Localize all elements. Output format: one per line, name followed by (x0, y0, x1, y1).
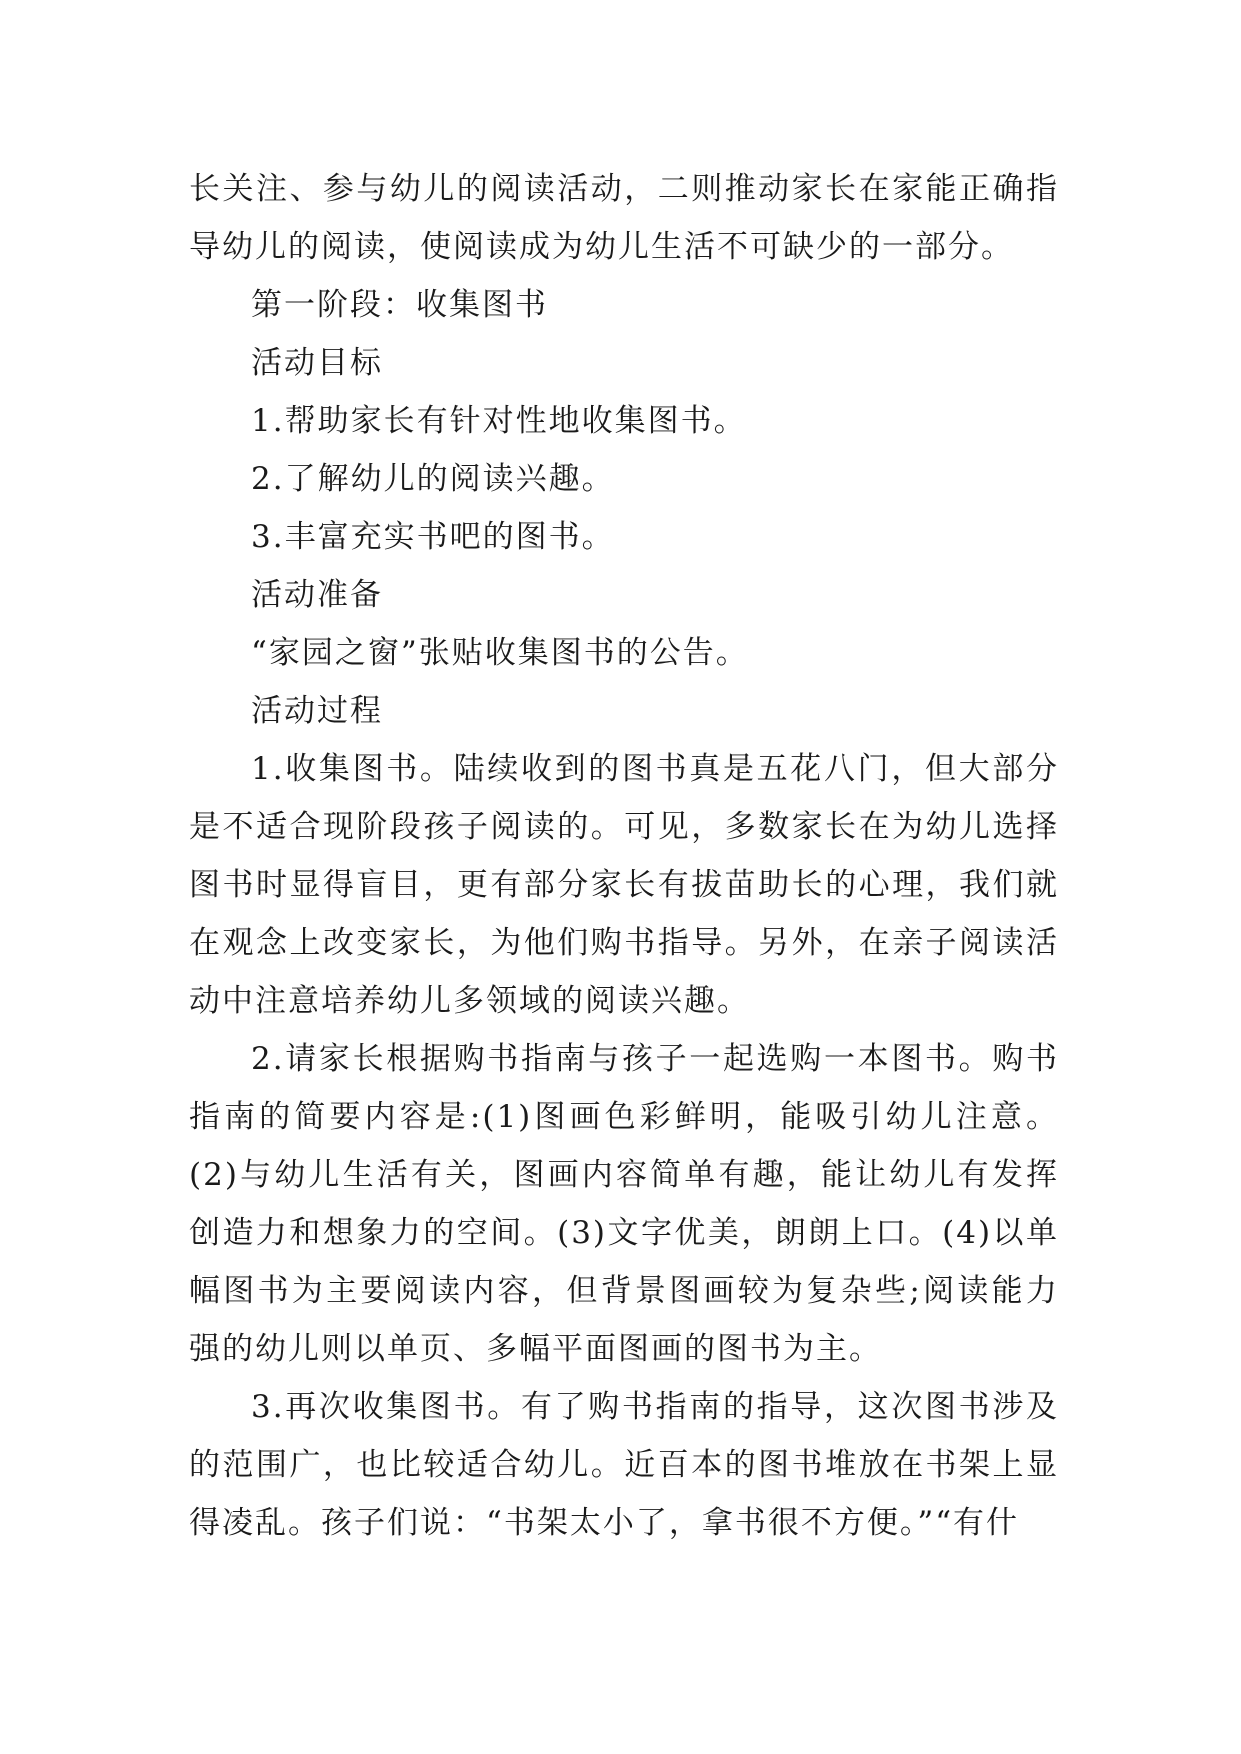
process-item-3: 3.再次收集图书。有了购书指南的指导，这次图书涉及的范围广，也比较适合幼儿。近百本的图书堆放在书架上显得凌乱。孩子们说：“书架太小了，拿书很不方便。”“有什 (189, 1389, 1059, 1541)
preparation-text: “家园之窗”张贴收集图书的公告。 (251, 635, 749, 671)
goal-item-1: 1.帮助家长有针对性地收集图书。 (251, 403, 747, 439)
paragraph-continuation: 长关注、参与幼儿的阅读活动，二则推动家长在家能正确指导幼儿的阅读，使阅读成为幼儿生活不可缺少的一部分。 (189, 171, 1059, 265)
process-item-1: 1.收集图书。陆续收到的图书真是五花八门，但大部分是不适合现阶段孩子阅读的。可见，多数家长在为幼儿选择图书时显得盲目，更有部分家长有拔苗助长的心理，我们就在观念上改变家长，为他们购书指导。另外，在亲子阅读活动中注意培养幼儿多领域的阅读兴趣。 (189, 751, 1059, 1019)
subheading-activity-process: 活动过程 (251, 693, 383, 729)
document-body (189, 160, 1059, 1552)
section-heading-stage-one: 第一阶段：收集图书 (251, 287, 548, 323)
goal-item-2: 2.了解幼儿的阅读兴趣。 (251, 461, 615, 497)
subheading-activity-goals: 活动目标 (251, 345, 383, 381)
subheading-activity-preparation: 活动准备 (251, 577, 383, 613)
process-item-2: 2.请家长根据购书指南与孩子一起选购一本图书。购书指南的简要内容是:(1)图画色彩鲜明，能吸引幼儿注意。(2)与幼儿生活有关，图画内容简单有趣，能让幼儿有发挥创造力和想象力的空间。(3)文字优美，朗朗上口。(4)以单幅图书为主要阅读内容，但背景图画较为复杂些;阅读能力强的幼儿则以单页、多幅平面图画的图书为主。 (189, 1041, 1059, 1367)
goal-item-3: 3.丰富充实书吧的图书。 (251, 519, 615, 555)
